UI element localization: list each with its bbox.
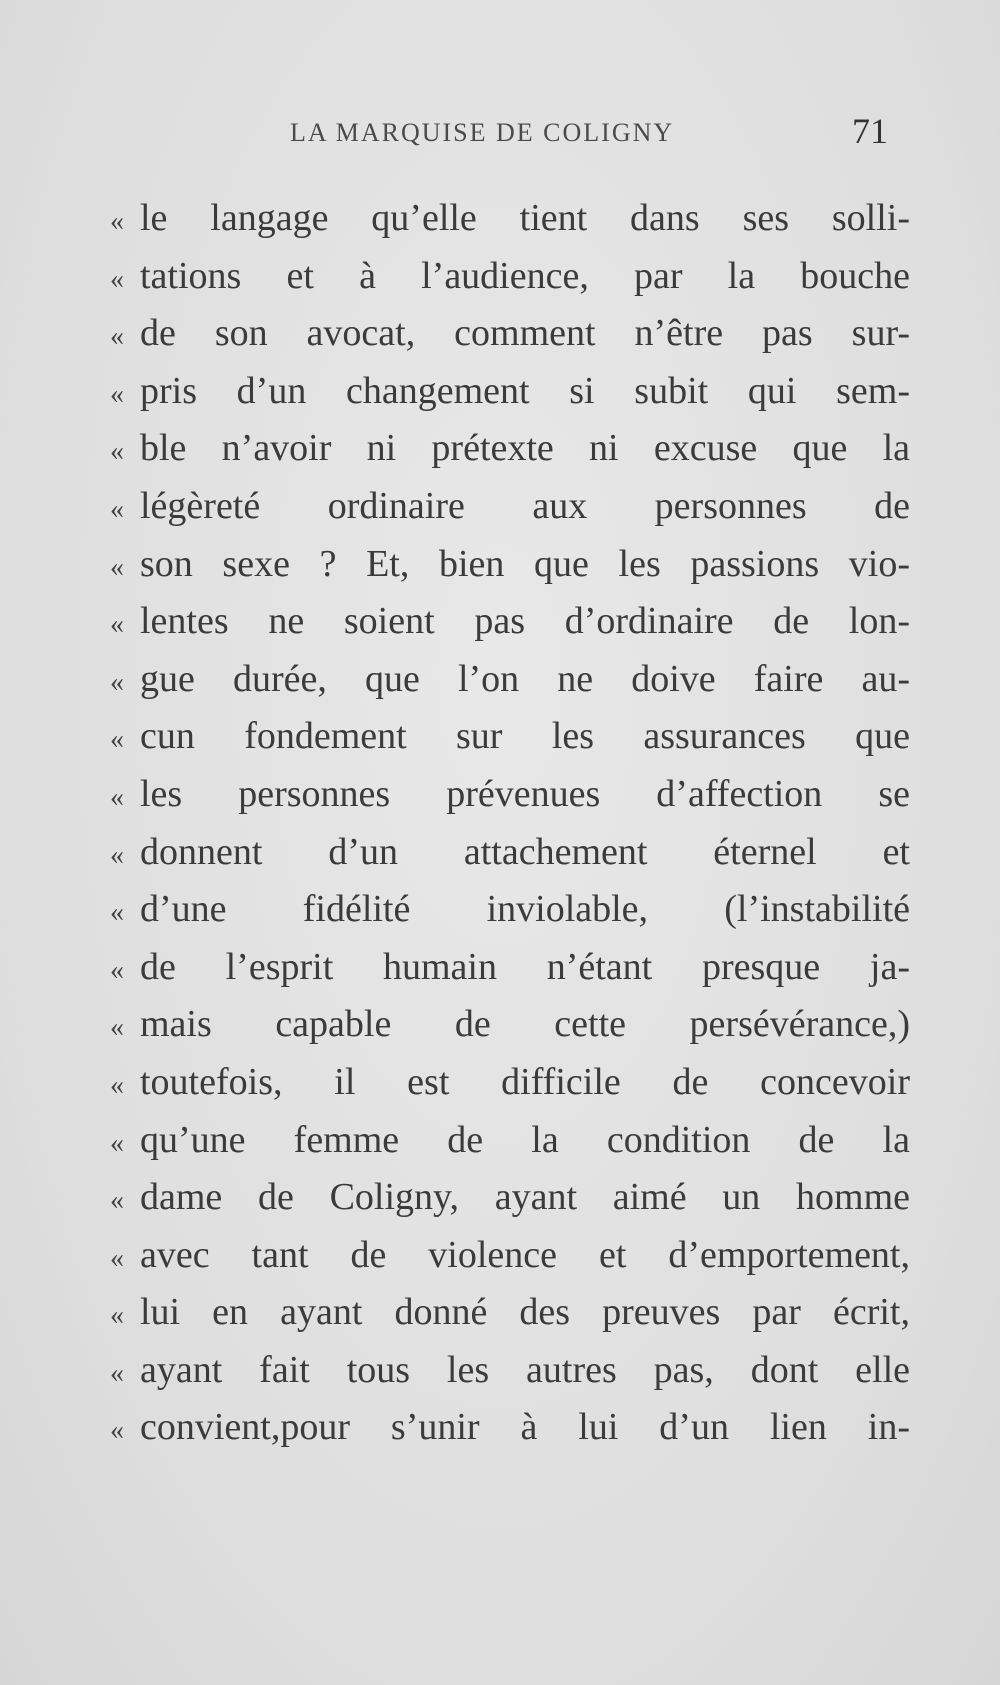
- quotation-mark: «: [110, 1415, 124, 1447]
- line-text: avec tant de violence et d’emportement,: [140, 1233, 910, 1276]
- line-text: convient,pour s’unir à lui d’un lien in-: [140, 1406, 910, 1449]
- quotation-mark: «: [110, 1357, 124, 1389]
- quotation-mark: «: [110, 1300, 124, 1332]
- quotation-mark: «: [110, 1127, 124, 1159]
- text-line: [110, 593, 910, 651]
- text-line: [110, 1112, 910, 1170]
- quotation-mark: «: [110, 1012, 124, 1044]
- quotation-mark: «: [110, 954, 124, 986]
- line-text: de l’esprit humain n’étant presque ja-: [140, 945, 910, 988]
- quotation-mark: «: [110, 724, 124, 756]
- quotation-mark: «: [110, 436, 124, 468]
- line-text: d’une fidélité inviolable, (l’instabilité: [140, 888, 910, 931]
- text-line: [110, 478, 910, 536]
- line-text: gue durée, que l’on ne doive faire au-: [140, 657, 910, 700]
- text-line: [110, 305, 910, 363]
- quotation-mark: «: [110, 551, 124, 583]
- text-line: [110, 939, 910, 997]
- line-text: légèreté ordinaire aux personnes de: [140, 484, 910, 527]
- text-line: [110, 536, 910, 594]
- text-line: [110, 1169, 910, 1227]
- text-line: [110, 708, 910, 766]
- text-line: [110, 1342, 910, 1400]
- quotation-mark: «: [110, 609, 124, 641]
- line-text: son sexe ? Et, bien que les passions vio-: [140, 542, 910, 585]
- line-text: tations et à l’audience, par la bouche: [140, 254, 910, 297]
- quotation-mark: «: [110, 1069, 124, 1101]
- page-number: 71: [852, 111, 888, 151]
- text-line: [110, 420, 910, 478]
- quotation-mark: «: [110, 206, 124, 237]
- text-line: [110, 363, 910, 421]
- quotation-mark: «: [110, 378, 124, 410]
- text-line: [110, 1054, 910, 1112]
- text-line: [110, 1227, 910, 1285]
- running-head: LA MARQUISE DE COLIGNY: [290, 118, 675, 147]
- line-text: le langage qu’elle tient dans ses solli-: [140, 197, 910, 239]
- text-line: [110, 248, 910, 306]
- text-line: [110, 1399, 910, 1457]
- line-text: pris d’un changement si subit qui sem-: [140, 369, 910, 412]
- line-text: ble n’avoir ni prétexte ni excuse que la: [140, 427, 910, 470]
- line-text: toutefois, il est difficile de concevoir: [140, 1060, 910, 1103]
- quotation-mark: «: [110, 781, 124, 813]
- text-line: [110, 190, 910, 248]
- line-text: ayant fait tous les autres pas, dont elle: [140, 1348, 910, 1391]
- line-text: dame de Coligny, ayant aimé un homme: [140, 1176, 910, 1219]
- text-line: [110, 881, 910, 939]
- quotation-mark: «: [110, 897, 124, 929]
- quotation-mark: «: [110, 321, 124, 353]
- body-text: [110, 190, 910, 1457]
- line-text: lui en ayant donné des preuves par écrit,: [140, 1291, 910, 1334]
- quotation-mark: «: [110, 1185, 124, 1217]
- quotation-mark: «: [110, 493, 124, 525]
- line-text: les personnes prévenues d’affection se: [140, 772, 910, 815]
- quotation-mark: «: [110, 666, 124, 698]
- line-text: mais capable de cette persévérance,): [140, 1003, 910, 1046]
- line-text: qu’une femme de la condition de la: [140, 1118, 910, 1161]
- text-line: [110, 824, 910, 882]
- quotation-mark: «: [110, 263, 124, 295]
- quotation-mark: «: [110, 839, 124, 871]
- line-text: donnent d’un attachement éternel et: [140, 830, 910, 873]
- line-text: cun fondement sur les assurances que: [140, 715, 910, 758]
- text-line: [110, 766, 910, 824]
- text-line: [110, 651, 910, 709]
- text-line: [110, 996, 910, 1054]
- text-line: [110, 1284, 910, 1342]
- line-text: lentes ne soient pas d’ordinaire de lon-: [140, 600, 910, 643]
- line-text: de son avocat, comment n’être pas sur-: [140, 312, 910, 355]
- quotation-mark: «: [110, 1242, 124, 1274]
